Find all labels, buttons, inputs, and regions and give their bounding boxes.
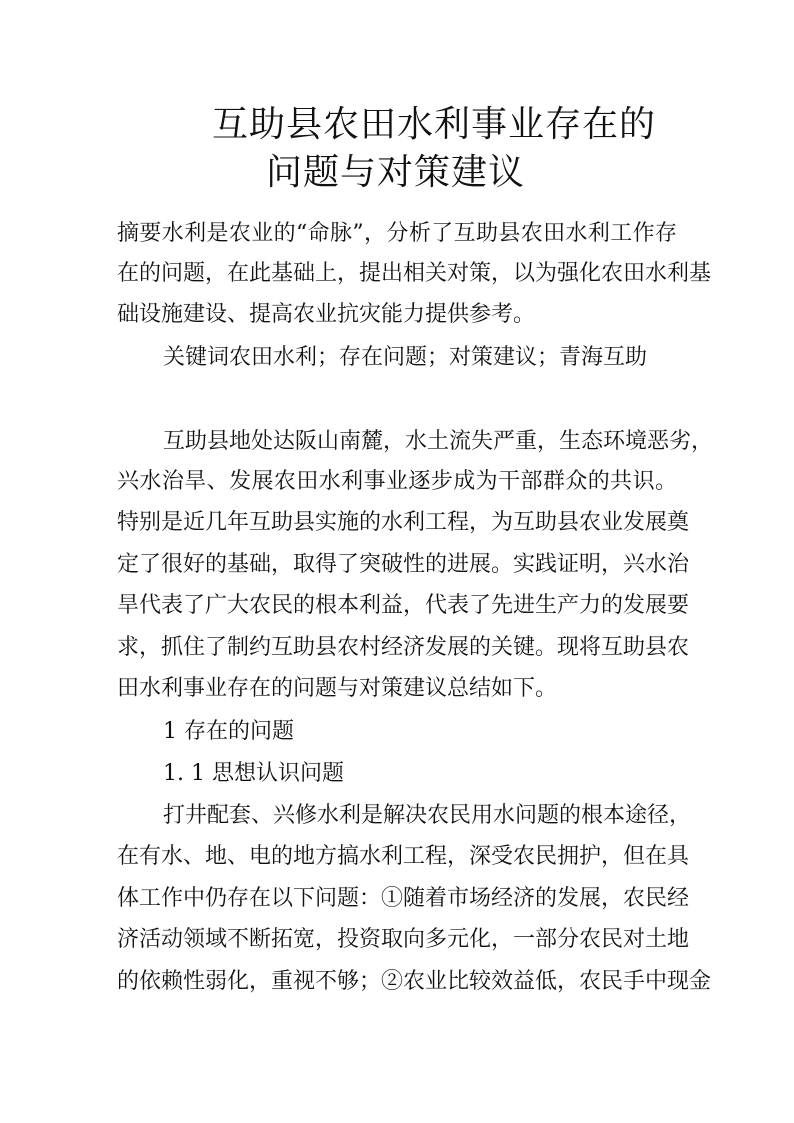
- body-paragraph-line: 特别是近几年互助县实施的水利工程，为互助县农业发展奠: [117, 510, 690, 535]
- section-heading: 1 存在的问题: [163, 719, 294, 744]
- body-paragraph-line: 的依赖性弱化，重视不够；②农业比较效益低，农民手中现金: [117, 969, 712, 994]
- document-title-line-2: 问题与对策建议: [266, 152, 526, 193]
- subsection-heading: 1. 1 思想认识问题: [163, 761, 344, 786]
- body-paragraph-line: 互助县地处达阪山南麓，水土流失严重，生态环境恶劣，: [163, 429, 714, 454]
- keywords: 关键词农田水利；存在问题；对策建议；青海互助: [163, 345, 648, 370]
- body-paragraph-line: 济活动领域不断拓宽，投资取向多元化，一部分农民对土地: [117, 927, 690, 952]
- body-paragraph-line: 在有水、地、电的地方搞水利工程，深受农民拥护，但在具: [117, 844, 690, 869]
- document-title-line-1: 互助县农田水利事业存在的: [212, 104, 657, 145]
- abstract-line: 在的问题，在此基础上，提出相关对策，以为强化农田水利基: [117, 261, 712, 286]
- body-paragraph-line: 兴水治旱、发展农田水利事业逐步成为干部群众的共识。: [117, 469, 677, 494]
- body-paragraph-line: 田水利事业存在的问题与对策建议总结如下。: [117, 676, 558, 701]
- body-paragraph-line: 体工作中仍存在以下问题：①随着市场经济的发展，农民经: [117, 886, 690, 911]
- body-paragraph-line: 打井配套、兴修水利是解决农民用水问题的根本途径，: [163, 803, 692, 828]
- body-paragraph-line: 旱代表了广大农民的根本利益，代表了先进生产力的发展要: [117, 593, 690, 618]
- abstract-line: 摘要水利是农业的“命脉”，分析了互助县农田水利工作存: [117, 221, 677, 246]
- body-paragraph-line: 定了很好的基础，取得了突破性的进展。实践证明，兴水治: [117, 552, 690, 577]
- abstract-line: 础设施建设、提高农业抗灾能力提供参考。: [117, 302, 536, 327]
- body-paragraph-line: 求，抓住了制约互助县农村经济发展的关键。现将互助县农: [117, 635, 690, 660]
